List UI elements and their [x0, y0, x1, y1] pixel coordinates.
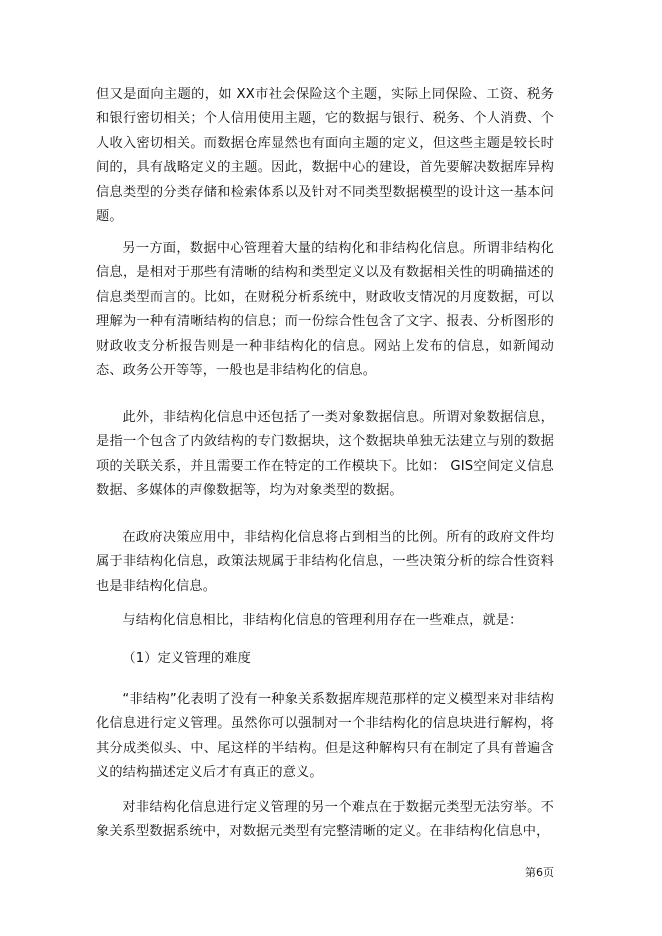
paragraph-1: 但又是面向主题的，如 XX市社会保险这个主题，实际上同保险、工资、税务和银行密切相关；个人信用使用主题，它的数据与银行、税务、个人消费、个人收入密切相关。而数据仓库显然也有面向主题的定义，但这些主题是较长时间的，具有战略定义的主题。因此，数据中心的建设，首先要解决数据库异构信息类型的分类存储和检索体系以及针对不同类型数据模型的设计这一基本问题。	[96, 87, 554, 225]
page-number: 第6页	[525, 866, 554, 879]
paragraph-7: 对非结构化信息进行定义管理的另一个难点在于数据元类型无法穷举。不象关系型数据系统中，对数据元类型有完整清晰的定义。在非结构化信息中，	[96, 800, 554, 840]
paragraph-4: 在政府决策应用中，非结构化信息将占到相当的比例。所有的政府文件均属于非结构化信息，政策法规属于非结构化信息，一些决策分析的综合性资料也是非结构化信息。	[96, 530, 554, 594]
paragraph-2: 另一方面，数据中心管理着大量的结构化和非结构化信息。所谓非结构化信息，是相对于那些有清晰的结构和类型定义以及有数据相关性的明确描述的信息类型而言的。比如，在财税分析系统中，财政收支情况的月度数据，可以理解为一种有清晰结构的信息；而一份综合性包含了文字、报表、分析图形的财政收支分析报告则是一种非结构化的信息。网站上发布的信息，如新闻动态、政务公开等等，一般也是非结构化的信息。	[96, 241, 554, 379]
paragraph-6: “非结构”化表明了没有一种象关系数据库规范那样的定义模型来对非结构化信息进行定义管理。虽然你可以强制对一个非结构化的信息块进行解构，将其分成类似头、中、尾这样的半结构。但是这种解构只有在制定了具有普遍含义的结构描述定义后才有真正的意义。	[96, 692, 554, 781]
section-heading: （1）定义管理的难度	[122, 651, 251, 666]
paragraph-3: 此外，非结构化信息中还包括了一类对象数据信息。所谓对象数据信息，是指一个包含了内敛结构的专门数据块，这个数据块单独无法建立与别的数据项的关联关系，并且需要工作在特定的工作模块下。比如： GIS空间定义信息数据、多媒体的声像数据等，均为对象类型的数据。	[96, 410, 554, 499]
paragraph-5: 与结构化信息相比，非结构化信息的管理利用存在一些难点，就是：	[122, 613, 523, 628]
